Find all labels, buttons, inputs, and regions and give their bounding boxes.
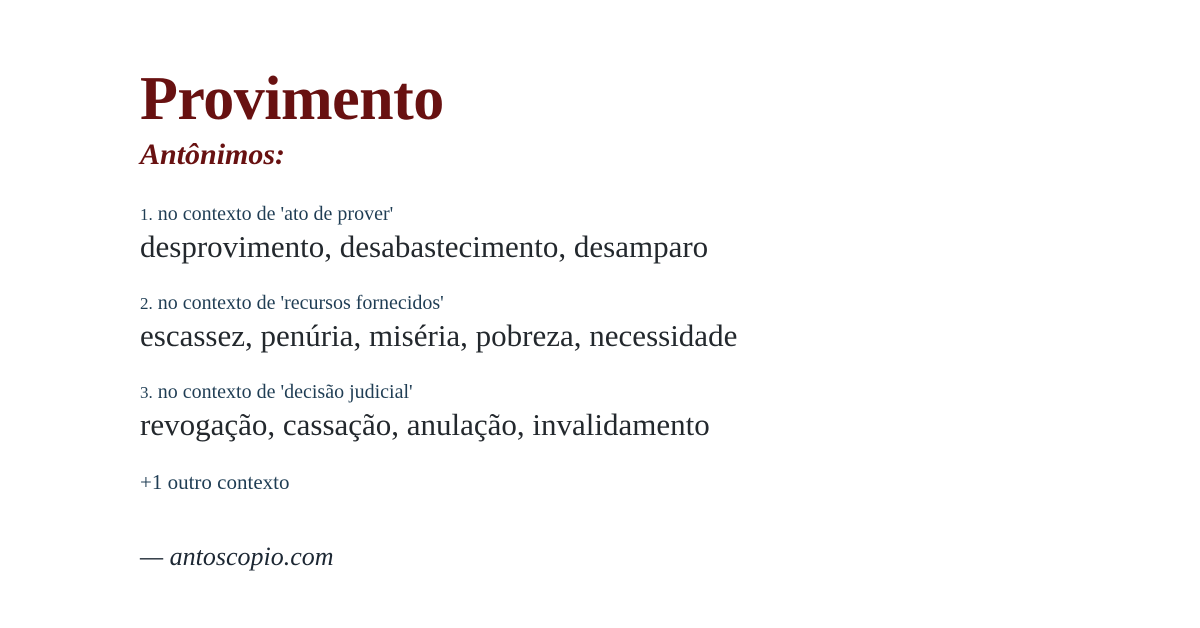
sense-context-line (140, 201, 1140, 227)
source-attribution: — antoscopio.com (140, 541, 334, 571)
sense-context: no contexto de 'recursos fornecidos' (157, 291, 444, 314)
entry-type-label: Antônimos: (140, 138, 286, 171)
sense-antonyms: escassez, penúria, miséria, pobreza, necessidade (140, 317, 738, 353)
page-title: Provimento (140, 65, 444, 133)
sense-number: 2. (140, 293, 153, 313)
sense-item-2 (140, 290, 1140, 356)
sense-context-line (140, 379, 1140, 405)
senses-list (140, 201, 1140, 444)
sense-item-3 (140, 379, 1140, 445)
sense-item-1 (140, 201, 1140, 267)
sense-number: 1. (140, 205, 153, 224)
sense-context-line (140, 290, 1140, 316)
sense-number: 3. (140, 382, 153, 402)
sense-context: no contexto de 'decisão judicial' (157, 380, 413, 403)
sense-antonyms: revogação, cassação, anulação, invalidamento (140, 406, 710, 442)
sense-antonyms: desprovimento, desabastecimento, desamparo (140, 229, 709, 264)
more-contexts-note: +1 outro contexto (140, 470, 290, 495)
sense-context: no contexto de 'ato de prover' (157, 203, 394, 225)
